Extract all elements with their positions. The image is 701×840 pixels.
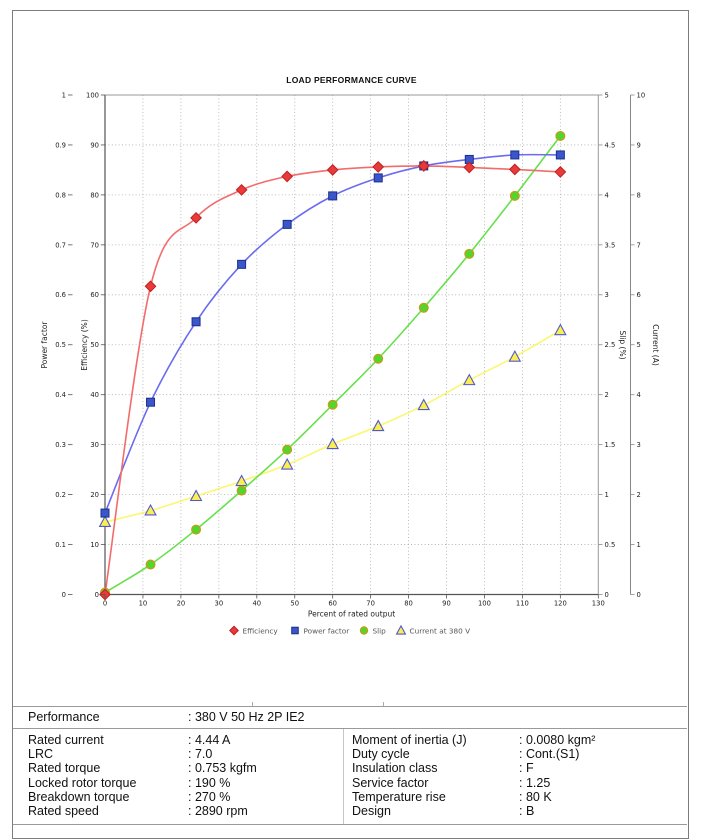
current-a--tick-label: 10 [636,91,646,100]
x-tick-label: 20 [176,599,186,608]
spec-label: Duty cycle [352,747,410,762]
current-a--tick-label: 1 [636,540,641,549]
slip--tick-label: 1.5 [604,441,616,450]
spec-value: : 1.25 [519,775,551,790]
slip--tick-label: 4 [604,191,609,200]
marker-slip [556,132,565,141]
current-a--tick-label: 3 [636,441,641,450]
marker-current-at-380-v [373,421,384,431]
legend-label-efficiency: Efficiency [242,626,278,636]
performance-row [13,707,687,728]
legend-marker-slip [360,627,367,634]
power-factor-axis-title: Power factor [40,321,49,369]
legend-marker-efficiency [230,626,239,635]
efficiency--tick-label: 40 [90,391,99,400]
legend-label-slip: Slip [372,626,386,636]
current-a--tick-label: 5 [636,341,641,350]
current-a--tick-label: 2 [636,491,641,499]
x-tick-label: 100 [477,599,491,608]
x-tick-label: 90 [442,599,451,608]
marker-slip [419,303,428,312]
spec-row [13,747,687,761]
marker-current-at-380-v [464,375,475,385]
marker-power-factor [192,318,200,326]
current-a--tick-label: 6 [636,291,641,300]
spec-value: : 270 % [188,789,231,804]
efficiency--tick-label: 100 [86,91,99,100]
spec-label: Insulation class [352,761,438,776]
x-tick-label: 80 [404,599,413,608]
marker-efficiency [282,171,292,181]
table-rule-mid [13,728,687,729]
marker-slip [374,354,383,363]
table-column-stub [252,702,253,706]
legend-marker-power-factor [292,627,299,634]
spec-row [13,790,687,804]
efficiency-axis-title: Efficiency (%) [80,319,89,371]
spec-label: Rated speed [28,803,99,818]
spec-value: : 80 K [519,789,552,804]
spec-label: Temperature rise [352,789,446,804]
spec-label: Locked rotor torque [28,775,137,790]
x-tick-label: 110 [515,599,529,608]
current-a--tick-label: 4 [636,391,641,400]
current-a--tick-label: 9 [636,141,641,150]
spec-value: : 0.753 kgfm [188,761,257,776]
x-tick-label: 70 [366,599,375,608]
performance-value: : 380 V 50 Hz 2P IE2 [188,710,305,724]
current-axis-title: Current (A) [651,324,660,366]
x-tick-label: 40 [252,599,262,608]
x-tick-label: 30 [214,599,224,608]
power-factor-tick-label: 0.4 [55,391,66,400]
marker-efficiency [236,185,246,195]
efficiency--tick-label: 90 [90,141,99,150]
slip--tick-label: 3.5 [604,241,616,250]
spec-label: Rated torque [28,761,101,776]
spec-label: LRC [28,747,54,762]
spec-value: : B [519,803,535,818]
slip--tick-label: 4.5 [604,141,616,150]
spec-label: Service factor [352,775,429,790]
current-a--tick-label: 0 [636,590,641,599]
efficiency--tick-label: 60 [90,291,99,300]
efficiency--tick-label: 20 [90,491,99,499]
marker-slip [237,486,246,495]
marker-slip [192,525,201,534]
marker-power-factor [511,151,519,159]
marker-slip [146,560,155,569]
spec-row [13,761,687,775]
power-factor-tick-label: 0.6 [55,291,66,300]
performance-label: Performance [28,710,100,724]
spec-value: : 7.0 [188,747,213,762]
power-factor-tick-label: 0 [61,590,66,599]
efficiency--tick-label: 30 [90,441,99,450]
spec-value: : Cont.(S1) [519,747,580,762]
x-tick-label: 120 [553,599,567,608]
spec-label: Breakdown torque [28,789,130,804]
marker-efficiency [555,167,565,177]
slip--tick-label: 2 [604,391,609,400]
spec-value: : 4.44 A [188,733,231,747]
x-tick-label: 10 [138,599,148,608]
slip--tick-label: 0 [604,590,609,599]
x-tick-label: 130 [591,599,605,608]
slip--tick-label: 5 [604,91,609,100]
marker-power-factor [101,509,109,517]
marker-efficiency [145,281,155,291]
slip--tick-label: 3 [604,291,609,300]
marker-power-factor [238,260,246,268]
power-factor-tick-label: 0.8 [55,191,66,200]
spec-value: : F [519,761,534,776]
efficiency--tick-label: 0 [94,590,99,599]
efficiency--tick-label: 80 [90,191,99,200]
efficiency--tick-label: 50 [90,341,99,350]
x-tick-label: 60 [328,599,338,608]
spec-label: Design [352,803,391,818]
spec-label: Moment of inertia (J) [352,733,467,747]
marker-slip [283,445,292,454]
legend-marker-current-at-380-v [397,626,406,634]
marker-power-factor [556,151,564,159]
marker-slip [510,191,519,200]
power-factor-tick-label: 0.3 [55,441,66,450]
marker-power-factor [283,220,291,228]
current-a--tick-label: 8 [636,191,641,200]
spec-value: : 190 % [188,775,231,790]
table-column-stub [383,702,384,706]
slip--tick-label: 0.5 [604,540,616,549]
legend-label-power-factor: Power factor [303,626,350,636]
spec-table [13,733,687,818]
marker-slip [465,249,474,258]
x-tick-label: 0 [102,599,108,608]
spec-value: : 2890 rpm [188,803,248,818]
marker-current-at-380-v [327,439,338,449]
spec-value: : 0.0080 kgm² [519,733,596,747]
slip--tick-label: 2.5 [604,341,616,350]
power-factor-tick-label: 0.9 [55,141,66,150]
marker-power-factor [329,192,337,200]
spec-row [13,804,687,818]
marker-slip [328,400,337,409]
slip-axis-title: Slip (%) [618,330,627,360]
table-rule-bottom [13,824,687,825]
marker-power-factor [147,398,155,406]
marker-current-at-380-v [555,325,566,335]
efficiency--tick-label: 10 [90,540,99,549]
x-tick-label: 50 [290,599,300,608]
power-factor-tick-label: 1 [61,91,66,100]
spec-row [13,733,687,747]
marker-efficiency [510,164,520,174]
marker-power-factor [374,174,382,182]
marker-current-at-380-v [418,400,429,410]
power-factor-tick-label: 0.2 [55,491,66,499]
chart-title: LOAD PERFORMANCE CURVE [286,75,417,85]
marker-current-at-380-v [509,351,520,361]
x-axis-title: Percent of rated output [307,609,396,619]
current-a--tick-label: 7 [636,241,641,250]
spec-label: Rated current [28,733,104,747]
spec-row [13,776,687,790]
slip--tick-label: 1 [604,491,609,499]
marker-efficiency [373,162,383,172]
power-factor-tick-label: 0.1 [55,540,66,549]
efficiency--tick-label: 70 [90,241,99,250]
legend-label-current-at-380-v: Current at 380 V [409,626,471,636]
power-factor-tick-label: 0.5 [55,341,66,350]
power-factor-tick-label: 0.7 [55,241,66,250]
marker-efficiency [327,165,337,175]
marker-current-at-380-v [282,459,293,469]
